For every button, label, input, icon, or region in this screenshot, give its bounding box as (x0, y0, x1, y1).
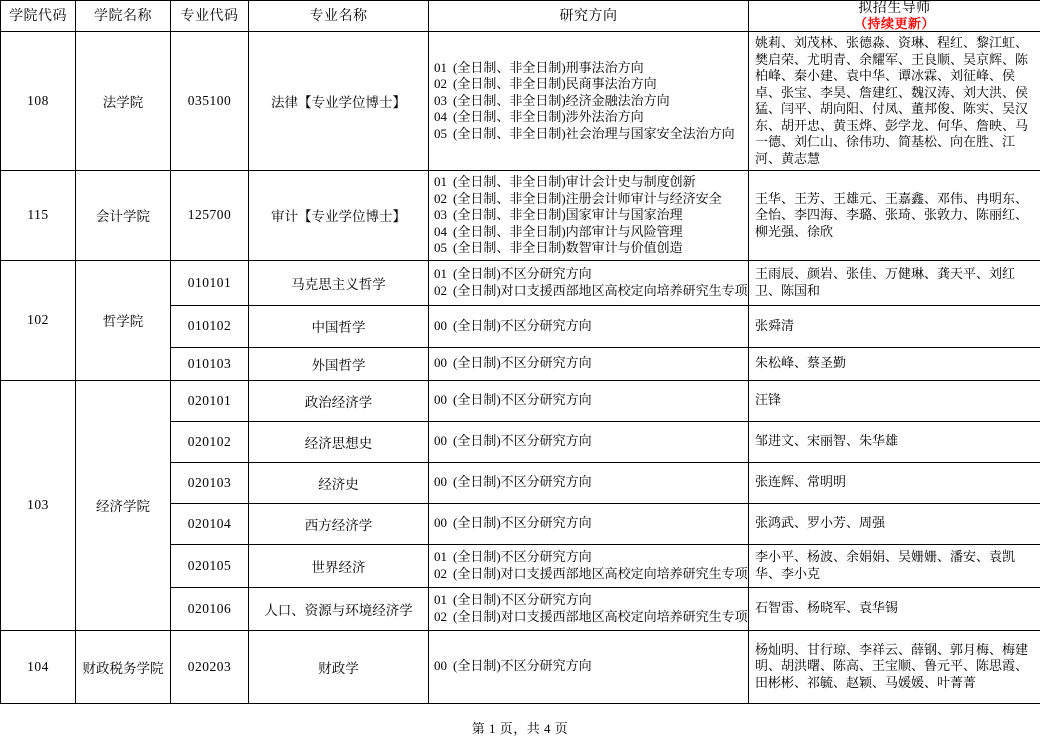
major-code-cell: 010101 (171, 260, 249, 305)
advisors-text: 汪锋 (755, 392, 1034, 409)
school-code-cell: 115 (1, 171, 76, 261)
research-direction-text: (全日制)不区分研究方向 (453, 549, 592, 564)
research-direction-text: (全日制、非全日制)涉外法治方向 (453, 109, 644, 124)
major-name-cell: 中国哲学 (249, 305, 429, 347)
column-header-advisors (749, 1, 1040, 32)
advisors-cell (749, 347, 1040, 380)
research-direction-line (434, 433, 746, 450)
research-direction-text: (全日制)不区分研究方向 (453, 515, 592, 530)
school-name-cell: 财政税务学院 (76, 630, 171, 703)
research-direction-line (434, 355, 746, 372)
advisors-text: 石智雷、杨晓军、袁华锡 (755, 600, 1034, 617)
research-direction-line (434, 474, 746, 491)
advisors-text: 王雨辰、颜岩、张佳、万健琳、龚天平、刘红卫、陈国和 (755, 266, 1034, 299)
research-direction-line (434, 126, 746, 143)
research-direction-cell (429, 260, 749, 305)
major-code-cell: 010102 (171, 305, 249, 347)
research-direction-text: (全日制、非全日制)刑事法治方向 (453, 60, 644, 75)
research-direction-line (434, 207, 746, 224)
research-direction-cell (429, 544, 749, 587)
column-header-research-direction: 研究方向 (429, 1, 749, 32)
research-direction-text: (全日制)对口支援西部地区高校定向培养研究生专项 (453, 609, 748, 624)
major-name-cell: 外国哲学 (249, 347, 429, 380)
major-name-cell: 马克思主义哲学 (249, 260, 429, 305)
advisors-cell (749, 305, 1040, 347)
research-direction-line (434, 174, 746, 191)
research-direction-cell (429, 587, 749, 630)
research-direction-number: 01 (434, 549, 453, 566)
major-code-cell: 020106 (171, 587, 249, 630)
table-row (1, 630, 1040, 703)
research-direction-text: (全日制)对口支援西部地区高校定向培养研究生专项 (453, 566, 748, 581)
school-name-cell: 会计学院 (76, 171, 171, 261)
research-direction-number: 01 (434, 174, 453, 191)
research-direction-number: 01 (434, 592, 453, 609)
major-name-cell: 审计【专业学位博士】 (249, 171, 429, 261)
advisors-text: 朱松峰、蔡圣勤 (755, 355, 1034, 372)
major-code-cell: 020103 (171, 462, 249, 503)
advisors-text: 邹进文、宋丽智、朱华雄 (755, 433, 1034, 450)
school-code-cell: 104 (1, 630, 76, 703)
research-direction-cell (429, 380, 749, 421)
column-header-school-name: 学院名称 (76, 1, 171, 32)
advisors-text: 姚莉、刘茂林、张德淼、资琳、程红、黎江虹、樊启荣、尤明青、余耀军、王良顺、吴京辉、陈柏峰、秦小建、袁中华、谭冰霖、刘征峰、侯卓、张宝、李昊、詹建红、魏汉涛、刘大洪、侯猛、闫平、胡向阳、付凤、董邦俊、陈实、吴汉东、胡开忠、黄玉烨、彭学龙、何华、詹映、马一德、刘仁山、徐伟功、简基松、向在胜、江河、黄志慧 (755, 35, 1034, 167)
research-direction-text: (全日制、非全日制)审计会计史与制度创新 (453, 174, 696, 189)
research-direction-cell (429, 171, 749, 261)
research-direction-line (434, 76, 746, 93)
research-direction-number: 00 (434, 515, 453, 532)
research-direction-text: (全日制)不区分研究方向 (453, 318, 592, 333)
table-row (1, 380, 1040, 421)
advisors-text: 李小平、杨波、余娟娟、吴姗姗、潘安、袁凯华、李小克 (755, 549, 1034, 582)
research-direction-number: 05 (434, 126, 453, 143)
research-direction-line (434, 392, 746, 409)
research-direction-line (434, 240, 746, 257)
major-name-cell: 世界经济 (249, 544, 429, 587)
advisors-cell (749, 462, 1040, 503)
research-direction-line (434, 549, 746, 566)
research-direction-number: 04 (434, 109, 453, 126)
research-direction-text: (全日制、非全日制)数智审计与价值创造 (453, 240, 683, 255)
research-direction-line (434, 515, 746, 532)
research-direction-cell (429, 462, 749, 503)
research-direction-number: 00 (434, 392, 453, 409)
column-header-advisors-note: （持续更新） (854, 16, 935, 31)
research-direction-number: 02 (434, 191, 453, 208)
research-direction-text: (全日制、非全日制)国家审计与国家治理 (453, 207, 683, 222)
research-direction-text: (全日制、非全日制)民商事法治方向 (453, 76, 657, 91)
research-direction-text: (全日制)不区分研究方向 (453, 266, 592, 281)
research-direction-text: (全日制、非全日制)内部审计与风险管理 (453, 224, 683, 239)
column-header-major-code: 专业代码 (171, 1, 249, 32)
column-header-school-code: 学院代码 (1, 1, 76, 32)
advisors-cell (749, 32, 1040, 171)
research-direction-number: 02 (434, 566, 453, 583)
research-direction-cell (429, 32, 749, 171)
research-direction-number: 00 (434, 474, 453, 491)
advisors-cell (749, 587, 1040, 630)
research-direction-text: (全日制)不区分研究方向 (453, 355, 592, 370)
research-direction-text: (全日制、非全日制)经济金融法治方向 (453, 93, 670, 108)
advisors-cell (749, 503, 1040, 544)
advisors-cell (749, 544, 1040, 587)
research-direction-line (434, 658, 746, 675)
major-code-cell: 020105 (171, 544, 249, 587)
research-direction-text: (全日制)不区分研究方向 (453, 592, 592, 607)
table-row (1, 32, 1040, 171)
major-code-cell: 125700 (171, 171, 249, 261)
research-direction-text: (全日制)不区分研究方向 (453, 392, 592, 407)
advisors-cell (749, 630, 1040, 703)
advisors-cell (749, 380, 1040, 421)
major-code-cell: 035100 (171, 32, 249, 171)
advisors-cell (749, 260, 1040, 305)
research-direction-text: (全日制)不区分研究方向 (453, 658, 592, 673)
table-row (1, 171, 1040, 261)
research-direction-number: 01 (434, 60, 453, 77)
research-direction-cell (429, 630, 749, 703)
school-code-cell: 108 (1, 32, 76, 171)
research-direction-cell (429, 305, 749, 347)
research-direction-number: 03 (434, 93, 453, 110)
research-direction-line (434, 60, 746, 77)
major-code-cell: 020101 (171, 380, 249, 421)
research-direction-line (434, 224, 746, 241)
advisors-text: 张舜清 (755, 318, 1034, 335)
header-row (1, 1, 1040, 32)
research-direction-text: (全日制、非全日制)注册会计师审计与经济安全 (453, 191, 722, 206)
research-direction-number: 02 (434, 609, 453, 626)
major-name-cell: 西方经济学 (249, 503, 429, 544)
research-direction-line (434, 283, 746, 300)
column-header-major-name: 专业名称 (249, 1, 429, 32)
column-header-advisors-title: 拟招生导师 (858, 1, 931, 16)
research-direction-line (434, 266, 746, 283)
table-row (1, 260, 1040, 305)
page-footer: 第 1 页，共 4 页 (0, 704, 1040, 737)
research-direction-number: 00 (434, 318, 453, 335)
school-code-cell: 102 (1, 260, 76, 380)
major-code-cell: 020203 (171, 630, 249, 703)
research-direction-number: 01 (434, 266, 453, 283)
research-direction-text: (全日制、非全日制)社会治理与国家安全法治方向 (453, 126, 735, 141)
research-direction-text: (全日制)不区分研究方向 (453, 433, 592, 448)
research-direction-text: (全日制)不区分研究方向 (453, 474, 592, 489)
advisors-text: 张鸿武、罗小芳、周强 (755, 515, 1034, 532)
advisors-text: 杨灿明、甘行琼、李祥云、薛钢、郭月梅、梅建明、胡洪曙、陈高、王宝顺、鲁元平、陈思霞、田彬彬、祁毓、赵颖、马媛媛、叶菁菁 (755, 642, 1034, 692)
school-code-cell: 103 (1, 380, 76, 630)
research-direction-cell (429, 421, 749, 462)
major-code-cell: 020104 (171, 503, 249, 544)
research-direction-line (434, 592, 746, 609)
research-direction-number: 03 (434, 207, 453, 224)
research-direction-number: 00 (434, 658, 453, 675)
research-direction-cell (429, 347, 749, 380)
research-direction-line (434, 318, 746, 335)
research-direction-number: 02 (434, 283, 453, 300)
research-direction-line (434, 191, 746, 208)
advisors-cell (749, 421, 1040, 462)
research-direction-number: 00 (434, 355, 453, 372)
major-name-cell: 经济思想史 (249, 421, 429, 462)
advisors-cell (749, 171, 1040, 261)
major-name-cell: 财政学 (249, 630, 429, 703)
research-direction-line (434, 609, 746, 626)
major-name-cell: 人口、资源与环境经济学 (249, 587, 429, 630)
major-name-cell: 经济史 (249, 462, 429, 503)
research-direction-cell (429, 503, 749, 544)
major-name-cell: 法律【专业学位博士】 (249, 32, 429, 171)
advisors-text: 王华、王芳、王雄元、王嘉鑫、邓伟、冉明东、全怡、李四海、李璐、张琦、张敦力、陈丽红、柳光强、徐欣 (755, 191, 1034, 241)
major-code-cell: 010103 (171, 347, 249, 380)
school-name-cell: 经济学院 (76, 380, 171, 630)
research-direction-line (434, 109, 746, 126)
research-direction-number: 05 (434, 240, 453, 257)
major-code-cell: 020102 (171, 421, 249, 462)
research-direction-number: 04 (434, 224, 453, 241)
research-direction-number: 02 (434, 76, 453, 93)
research-direction-line (434, 93, 746, 110)
research-direction-text: (全日制)对口支援西部地区高校定向培养研究生专项 (453, 283, 748, 298)
table-body (1, 32, 1040, 704)
school-name-cell: 哲学院 (76, 260, 171, 380)
major-name-cell: 政治经济学 (249, 380, 429, 421)
research-direction-line (434, 566, 746, 583)
school-name-cell: 法学院 (76, 32, 171, 171)
advisors-text: 张连辉、常明明 (755, 474, 1034, 491)
table-header (1, 1, 1040, 32)
research-direction-number: 00 (434, 433, 453, 450)
